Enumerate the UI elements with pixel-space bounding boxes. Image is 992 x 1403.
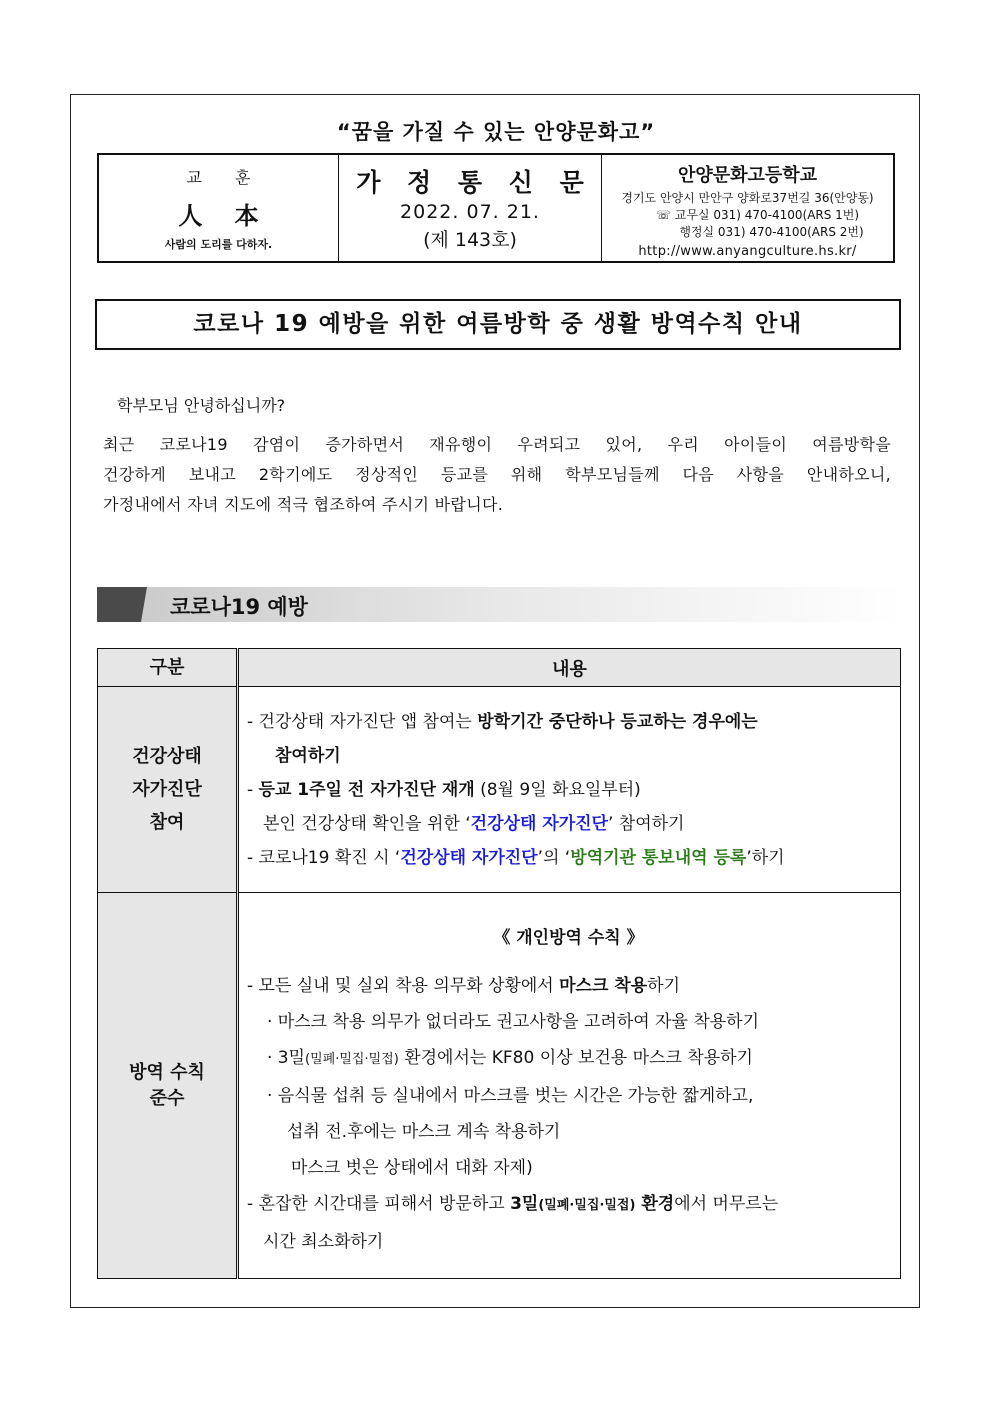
school-info-cell (602, 155, 893, 261)
content-line: - 등교 1주일 전 자가진단 재개 (8월 9일 화요일부터) (247, 779, 641, 800)
school-url[interactable]: http://www.anyangculture.hs.kr/ (638, 244, 857, 259)
row-category-self-check (98, 687, 238, 893)
table-row (98, 893, 901, 1279)
notice-cell (339, 155, 602, 261)
school-slogan: “꿈을 가질 수 있는 안양문화고” (336, 120, 656, 144)
intro-paragraph (103, 430, 891, 520)
row-content-self-check (238, 687, 901, 893)
category-line: 준수 (149, 1087, 185, 1109)
content-line: · 음식물 섭취 등 실내에서 마스크를 벗는 시간은 가능한 짧게하고, (267, 1085, 754, 1106)
table-row (98, 687, 901, 893)
letterhead (97, 153, 895, 263)
notice-number: (제 143호) (423, 229, 517, 251)
category-line: 건강상태 (132, 746, 202, 767)
content-line: 본인 건강상태 확인을 위한 ‘건강상태 자가진단’ 참여하기 (263, 813, 685, 834)
category-line: 참여 (149, 812, 185, 833)
intro-line: 건강하게 보내고 2학기에도 정상적인 등교를 위해 학부모님들께 다음 사항을 안내하오니, (103, 465, 891, 484)
content-line: - 모든 실내 및 실외 착용 의무화 상황에서 마스크 착용하기 (247, 975, 681, 996)
column-header-category: 구분 (98, 649, 238, 687)
content-line: · 마스크 착용 의무가 없더라도 권고사항을 고려하여 자율 착용하기 (267, 1011, 760, 1032)
motto-cell (99, 155, 339, 261)
notice-title: 가 정 통 신 문 (356, 168, 593, 197)
guidance-table (97, 648, 901, 1279)
content-line: 참여하기 (275, 745, 341, 766)
content-line: 섭취 전.후에는 마스크 계속 착용하기 (287, 1121, 561, 1142)
table-header-row (98, 649, 901, 687)
content-line: 시간 최소화하기 (263, 1231, 384, 1252)
motto-main: 人 本 (178, 201, 271, 230)
content-line: - 혼잡한 시간대를 피해서 방문하고 3밀(밀폐·밀집·밀접) 환경에서 머무르는 (247, 1193, 779, 1214)
section-title: 코로나19 예방 (170, 595, 308, 619)
category-line: 방역 수칙 (129, 1061, 205, 1083)
content-line: - 코로나19 확진 시 ‘건강상태 자가진단’의 ‘방역기관 통보내역 등록’하기 (247, 847, 785, 868)
section-header-marker (97, 587, 147, 622)
rules-heading: 《 개인방역 수칙 》 (493, 927, 644, 948)
document-title: 코로나 19 예방을 위한 여름방학 중 생활 방역수칙 안내 (95, 299, 901, 350)
school-phone-admin: 행정실 031) 470-4100(ARS 2번) (679, 225, 864, 239)
school-name: 안양문화고등학교 (677, 165, 818, 186)
motto-label: 교 훈 (186, 168, 265, 187)
row-content-quarantine (238, 893, 901, 1279)
intro-line: 최근 코로나19 감염이 증가하면서 재유행이 우려되고 있어, 우리 아이들이 여름방학을 (103, 435, 891, 454)
school-address: 경기도 안양시 만안구 양화로37번길 36(안양동) (621, 191, 874, 205)
intro-line: 가정내에서 자녀 지도에 적극 협조하여 주시기 바랍니다. (103, 495, 504, 514)
content-line: · 3밀(밀폐·밀집·밀접) 환경에서는 KF80 이상 보건용 마스크 착용하기 (267, 1047, 753, 1068)
category-line: 자가진단 (132, 779, 202, 800)
row-category-quarantine (98, 893, 238, 1279)
school-phone-office: ☏ 교무실 031) 470-4100(ARS 1번) (655, 208, 860, 222)
greeting: 학부모님 안녕하십니까? (117, 396, 286, 415)
motto-sub: 사람의 도리를 다하자. (164, 238, 273, 251)
content-line: - 건강상태 자가진단 앱 참여는 방학기간 중단하나 등교하는 경우에는 (247, 711, 758, 732)
notice-date: 2022. 07. 21. (400, 201, 540, 223)
column-header-content: 내용 (238, 649, 901, 687)
content-line: 마스크 벗은 상태에서 대화 자제) (291, 1157, 533, 1178)
